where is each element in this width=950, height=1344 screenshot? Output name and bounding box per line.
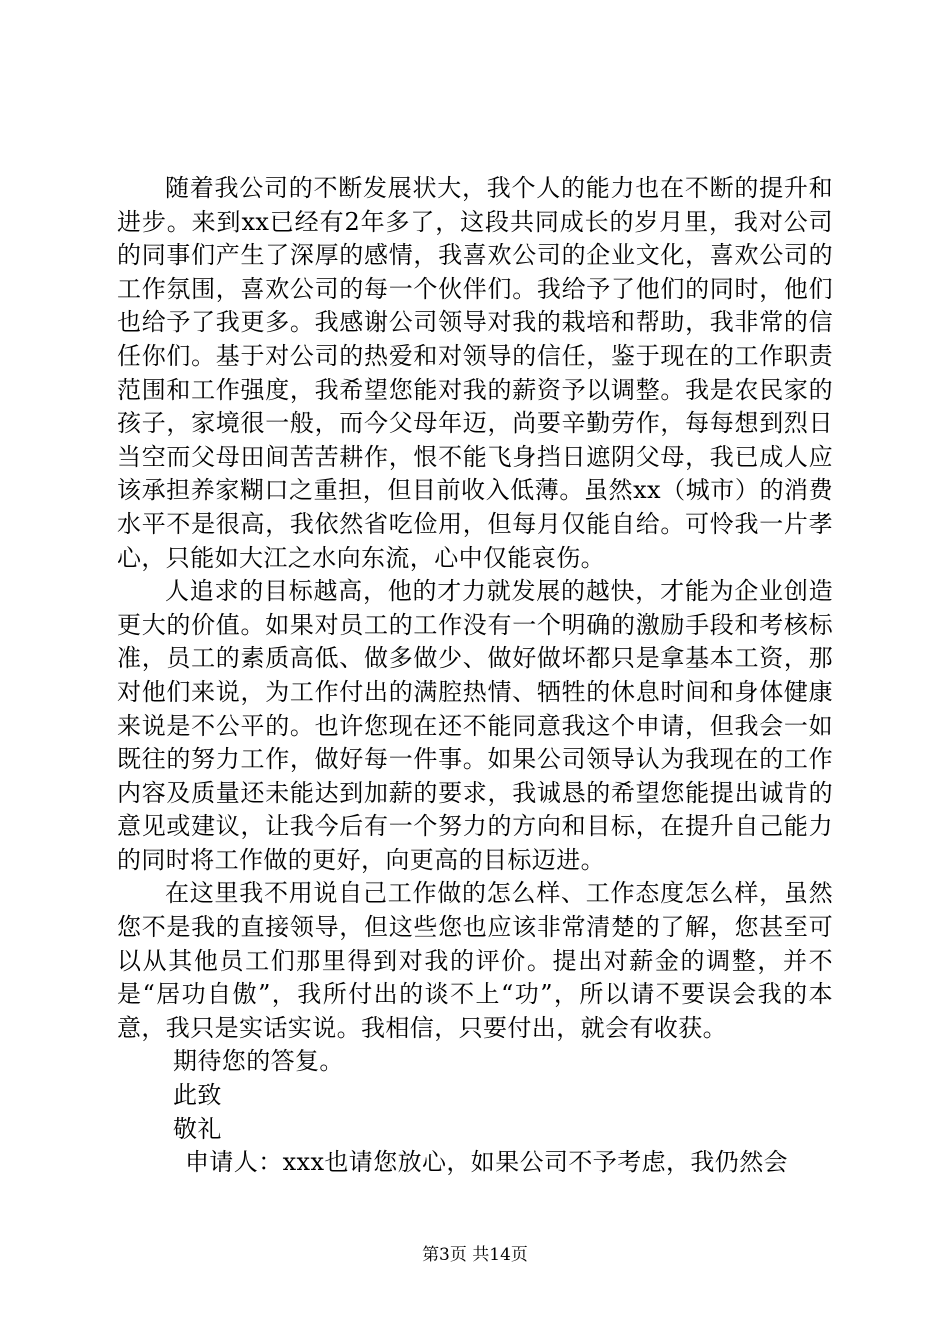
page-number-footer: 第3页 共14页 xyxy=(422,1245,528,1265)
paragraph-3: 在这里我不用说自己工作做的怎么样、工作态度怎么样，虽然您不是我的直接领导，但这些您也应该非常清楚的了解，您甚至可以从其他员工们那里得到对我的评价。提出对薪金的调整，并不是“居功自傲”，我所付出的谈不上“功”，所以请不要误会我的本意，我只是实话实说。我相信，只要付出，就会有收获。 xyxy=(117,879,833,1042)
paragraph-1: 随着我公司的不断发展状大，我个人的能力也在不断的提升和进步。来到xx已经有2年多了，这段共同成长的岁月里，我对公司的同事们产生了深厚的感情，我喜欢公司的企业文化，喜欢公司的工作氛围，喜欢公司的每一个伙伴们。我给予了他们的同时，他们也给予了我更多。我感谢公司领导对我的栽培和帮助，我非常的信任你们。基于对公司的热爱和对领导的信任，鉴于现在的工作职责范围和工作强度，我希望您能对我的薪资予以调整。我是农民家的孩子，家境很一般，而今父母年迈，尚要辛勤劳作，每每想到烈日当空而父母田间苦苦耕作，恨不能飞身挡日遮阴父母，我已成人应该承担养家糊口之重担，但目前收入低薄。虽然xx（城市）的消费水平不是很高，我依然省吃俭用，但每月仅能自给。可怜我一片孝心，只能如大江之水向东流，心中仅能哀伤。 xyxy=(117,174,833,572)
paragraph-2: 人追求的目标越高，他的才力就发展的越快，才能为企业创造更大的价值。如果对员工的工作没有一个明确的激励手段和考核标准，员工的素质高低、做多做少、做好做坏都只是拿基本工资，那对他们来说，为工作付出的满腔热情、牺牲的休息时间和身体健康来说是不公平的。也许您现在还不能同意我这个申请，但我会一如既往的努力工作，做好每一件事。如果公司领导认为我现在的工作内容及质量还未能达到加薪的要求，我诚恳的希望您能提出诚肯的意见或建议，让我今后有一个努力的方向和目标，在提升自己能力的同时将工作做的更好，向更高的目标迈进。 xyxy=(117,577,833,874)
salutation-line-1: 此致 xyxy=(173,1081,222,1110)
salutation-line-2: 敬礼 xyxy=(173,1114,222,1143)
closing-line: 期待您的答复。 xyxy=(173,1047,344,1076)
letter-body xyxy=(117,172,833,1180)
signature-line: 申请人：xxx也请您放心，如果公司不予考虑，我仍然会 xyxy=(185,1148,789,1177)
